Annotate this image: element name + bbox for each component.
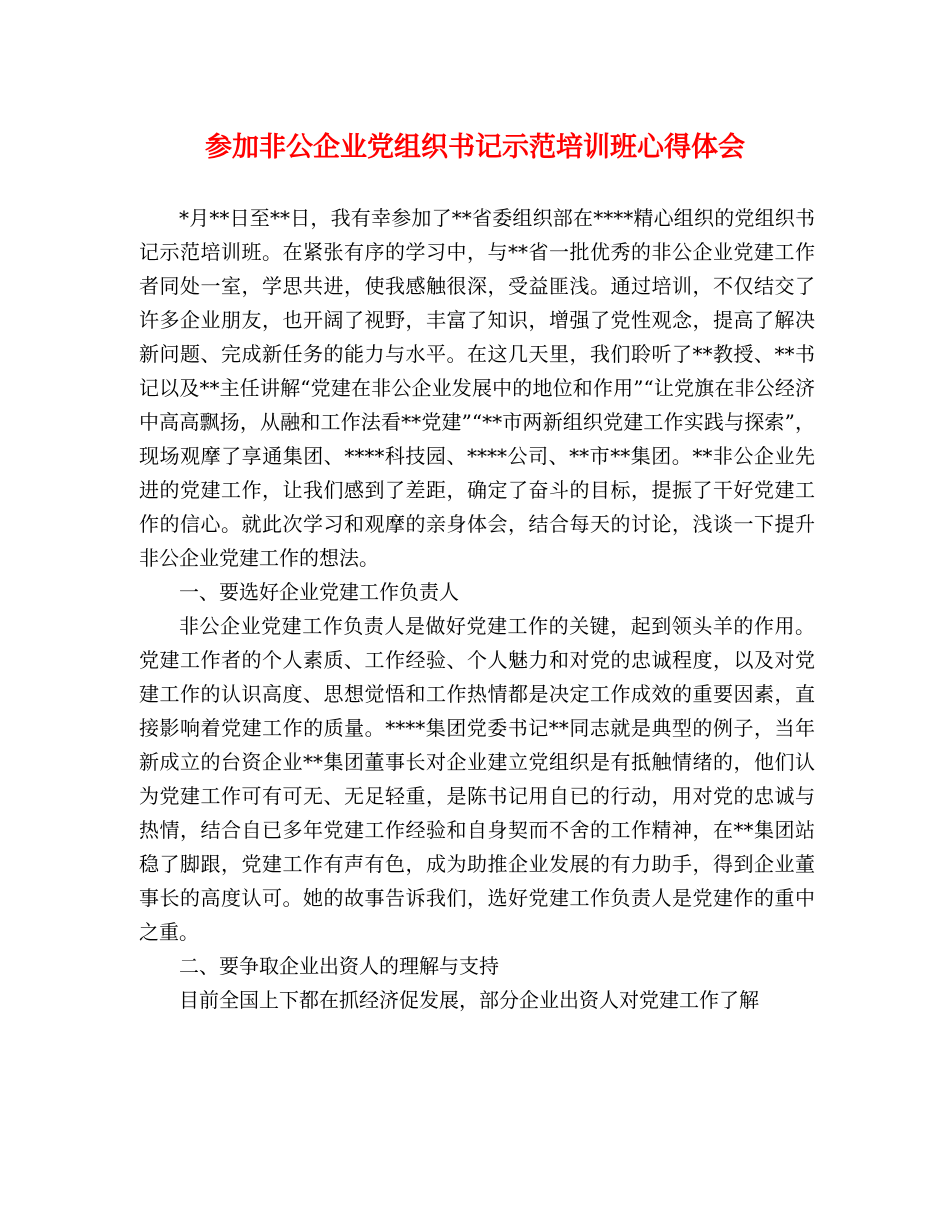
section-1-paragraph: 非公企业党建工作负责人是做好党建工作的关键，起到领头羊的作用。党建工作者的个人素质、工作经验、个人魅力和对党的忠诚程度，以及对党建工作的认识高度、思想觉悟和工作热情都是决定工作成效的重要因素，直接影响着党建工作的质量。****集团党委书记**同志就是典型的例子，当年新成立的台资企业**集团董事长对企业建立党组织是有抵触情绪的，他们认为党建工作可有可无、无足轻重，是陈书记用自已的行动，用对党的忠诚与热情，结合自已多年党建工作经验和自身契而不舍的工作精神，在**集团站稳了脚跟，党建工作有声有色，成为助推企业发展的有力助手，得到企业董事长的高度认可。她的故事告诉我们，选好党建工作负责人是党建作的重中之重。: [139, 614, 815, 944]
section-heading-2: 二、要争取企业出资人的理解与支持: [179, 954, 499, 978]
section-2-paragraph: 目前全国上下都在抓经济促发展，部分企业出资人对党建工作了解: [179, 988, 759, 1012]
document-title: 参加非公企业党组织书记示范培训班心得体会: [205, 132, 745, 163]
section-heading-1: 一、要选好企业党建工作负责人: [179, 580, 459, 604]
document-body: [139, 201, 815, 1017]
intro-paragraph: *月**日至**日，我有幸参加了**省委组织部在****精心组织的党组织书记示范培训班。在紧张有序的学习中，与**省一批优秀的非公企业党建工作者同处一室，学思共进，使我感触很深，受益匪浅。通过培训，不仅结交了许多企业朋友，也开阔了视野，丰富了知识，增强了党性观念，提高了解决新问题、完成新任务的能力与水平。在这几天里，我们聆听了**教授、**书记以及**主任讲解“党建在非公企业发展中的地位和作用”“让党旗在非公经济中高高飘扬，从融和工作法看**党建”“**市两新组织党建工作实践与探索”，现场观摩了享通集团、****科技园、****公司、**市**集团。**非公企业先进的党建工作，让我们感到了差距，确定了奋斗的目标，提振了干好党建工作的信心。就此次学习和观摩的亲身体会，结合每天的讨论，浅谈一下提升非公企业党建工作的想法。: [139, 206, 815, 570]
